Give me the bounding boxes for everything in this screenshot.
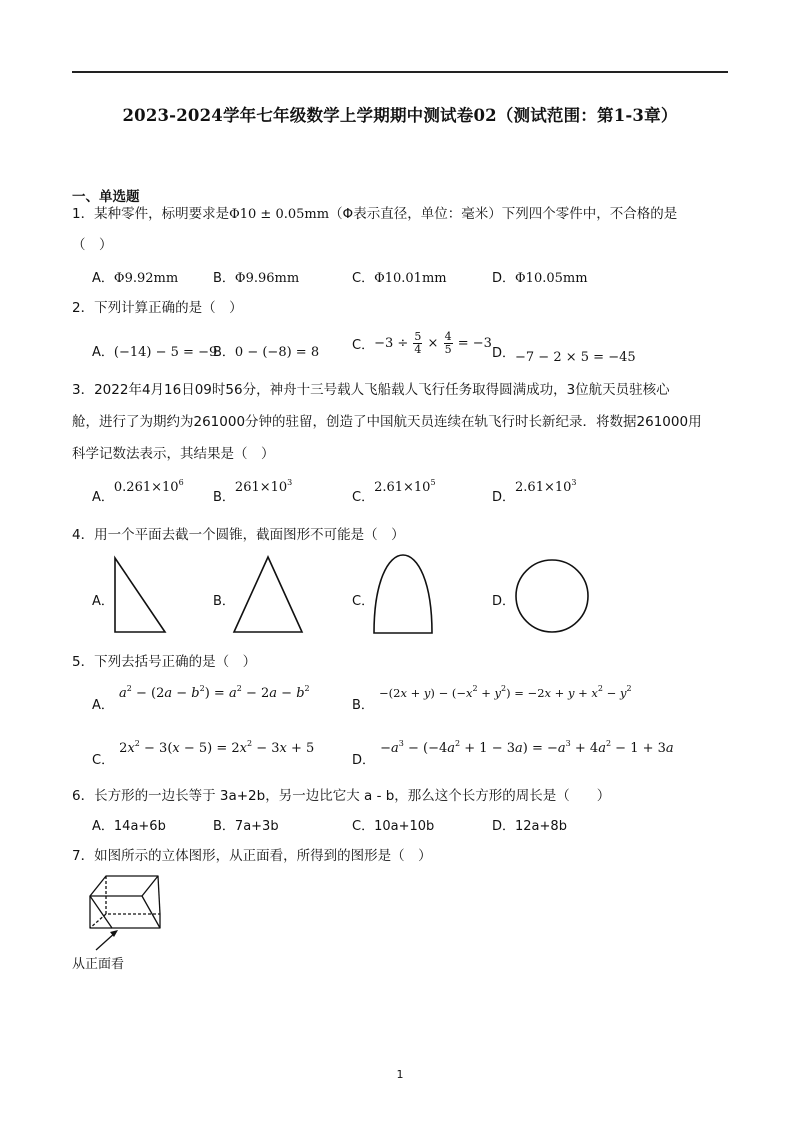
option-text: 7a+3b — [234, 819, 279, 834]
parabola-section-shape — [374, 555, 432, 633]
q3-option-b[interactable] — [213, 476, 293, 505]
view-direction-caption: 从正面看 — [72, 957, 125, 972]
question-3-line-3: 科学记数法表示，其结果是（ ） — [72, 446, 275, 462]
option-text: $a^2 - (2a - b^2) = a^2 - 2a - b^2$ — [119, 684, 310, 701]
option-letter: A． — [92, 698, 114, 713]
question-1-suffix: （Φ表示直径，单位：毫米）下列四个零件中，不合格的是 — [329, 206, 678, 222]
question-3-line-2: 舱，进行了为期约为261000分钟的驻留，创造了中国航天员连续在轨飞行时长新纪录．将数据261000用 — [72, 414, 702, 430]
q4-option-c-letter[interactable]: C． — [352, 594, 375, 609]
q5-option-b[interactable] — [352, 682, 632, 713]
option-letter: B． — [213, 345, 235, 360]
mantissa: 0.261×10 — [113, 480, 179, 495]
exponent: 3 — [287, 478, 293, 487]
q1-option-d[interactable] — [492, 267, 588, 286]
q4-option-a-letter[interactable]: A． — [92, 594, 114, 609]
denominator: 5 — [444, 343, 452, 356]
q2-option-a[interactable] — [92, 341, 217, 360]
q5-option-a[interactable] — [92, 682, 310, 713]
page-number: 1 — [396, 1068, 404, 1081]
question-2-stem: 2．下列计算正确的是（ ） — [72, 300, 243, 316]
option-letter: A． — [92, 490, 114, 505]
fraction — [413, 331, 422, 356]
arrow-icon — [96, 930, 118, 950]
option-text: $-a^3 - (-4a^2 + 1 - 3a) = -a^3 + 4a^2 - 1 + 3a$ — [380, 739, 674, 756]
option-text: −7 − 2 × 5 = −45 — [515, 350, 636, 365]
question-1-line-1 — [72, 204, 677, 225]
q4-option-b-letter[interactable]: B． — [213, 594, 235, 609]
question-5-stem: 5．下列去括号正确的是（ ） — [72, 654, 257, 670]
isosceles-triangle-shape — [234, 557, 302, 632]
top-edge — [90, 876, 158, 896]
option-letter: A． — [92, 819, 114, 834]
option-letter: C． — [352, 819, 375, 834]
option-text: $2x^2 - 3(x - 5) = 2x^2 - 3x + 5$ — [119, 739, 315, 756]
option-text — [515, 480, 576, 495]
exponent: 3 — [571, 478, 577, 487]
option-text: 12a+8b — [515, 819, 567, 834]
mantissa: 261×10 — [234, 480, 288, 495]
numerator: 4 — [444, 330, 452, 343]
question-4-stem: 4．用一个平面去截一个圆锥，截面图形不可能是（ ） — [72, 527, 405, 543]
right-edge — [158, 876, 160, 914]
q3-option-c[interactable] — [352, 476, 436, 505]
q4-option-d-letter[interactable]: D． — [492, 594, 516, 609]
option-letter: D． — [492, 490, 516, 505]
option-text: $-(2x + y) - (-x^2 + y^2) = -2x + y + x^2 - y^2$ — [379, 684, 632, 700]
option-letter: B． — [352, 698, 374, 713]
q1-option-c[interactable] — [352, 267, 447, 286]
fraction — [444, 331, 453, 356]
question-1-prefix: 1．某种零件，标明要求是 — [72, 206, 230, 222]
option-letter: C． — [352, 338, 375, 353]
option-text — [235, 480, 292, 495]
question-1-line-2: （ ） — [72, 237, 113, 253]
option-text: (−14) − 5 = −9 — [113, 345, 218, 360]
question-7-stem: 7．如图所示的立体图形，从正面看，所得到的图形是（ ） — [72, 848, 432, 864]
option-letter: D． — [492, 819, 516, 834]
q4-option-a-figure[interactable] — [110, 555, 170, 635]
option-letter: B． — [213, 819, 235, 834]
mantissa: 2.61×10 — [515, 480, 572, 495]
exponent: 6 — [178, 478, 184, 487]
option-text: Φ9.92mm — [113, 271, 179, 286]
option-letter: D． — [352, 753, 376, 768]
option-text: 10a+10b — [374, 819, 435, 834]
hidden-edge — [106, 876, 160, 914]
expr-part: = −3 — [453, 336, 492, 351]
expr-part: −3 ÷ — [374, 336, 413, 351]
mantissa: 2.61×10 — [374, 480, 431, 495]
right-triangle-shape — [115, 558, 165, 632]
q1-option-a[interactable] — [92, 267, 178, 286]
header-rule — [72, 71, 728, 73]
option-letter: C． — [352, 490, 375, 505]
page-title: 2023-2024学年七年级数学上学期期中测试卷02（测试范围：第1-3章） — [122, 106, 678, 125]
q5-option-d[interactable] — [352, 737, 674, 768]
option-text: Φ10.01mm — [374, 271, 447, 286]
q5-option-c[interactable] — [92, 737, 315, 768]
expr-part: × — [423, 336, 443, 351]
exponent: 5 — [430, 478, 436, 487]
section-heading: 一、单选题 — [72, 189, 140, 205]
option-letter: C． — [352, 271, 375, 286]
circle-shape — [516, 560, 588, 632]
option-text — [374, 330, 492, 356]
q2-option-d[interactable] — [492, 342, 636, 365]
q4-option-b-figure[interactable] — [230, 555, 306, 635]
option-letter: D． — [492, 271, 516, 286]
front-face — [90, 896, 160, 928]
option-text: Φ10.05mm — [515, 271, 588, 286]
question-1-spec: Φ10 ± 0.05mm — [229, 207, 330, 222]
option-text: 14a+6b — [113, 819, 166, 834]
option-letter: C． — [92, 753, 115, 768]
option-text: Φ9.96mm — [234, 271, 300, 286]
q6-option-a[interactable] — [92, 815, 166, 834]
denominator: 4 — [414, 343, 422, 356]
question-3-line-1: 3．2022年4月16日09时56分，神舟十三号载人飞船载人飞行任务取得圆满成功，3位航天员驻核心 — [72, 382, 670, 398]
option-letter: A． — [92, 271, 114, 286]
q2-option-c[interactable] — [352, 331, 492, 356]
q4-option-c-figure[interactable] — [368, 552, 438, 636]
q1-option-b[interactable] — [213, 267, 299, 286]
q6-option-b[interactable] — [213, 815, 279, 834]
q6-option-d[interactable] — [492, 815, 567, 834]
q3-option-d[interactable] — [492, 476, 577, 505]
q4-option-d-figure[interactable] — [512, 556, 592, 636]
option-text — [114, 480, 184, 495]
option-letter: B． — [213, 271, 235, 286]
option-letter: D． — [492, 346, 516, 361]
option-letter: B． — [213, 490, 235, 505]
q3-option-a[interactable] — [92, 476, 184, 505]
option-letter: A． — [92, 345, 114, 360]
q6-option-c[interactable] — [352, 815, 434, 834]
option-text: 0 − (−8) = 8 — [234, 345, 320, 360]
q7-solid-figure — [72, 866, 172, 956]
question-6-stem: 6．长方形的一边长等于 3a+2b，另一边比它大 a - b，那么这个长方形的周长是（ ） — [72, 788, 611, 804]
option-text — [374, 480, 435, 495]
q2-option-b[interactable] — [213, 341, 319, 360]
numerator: 5 — [414, 330, 422, 343]
